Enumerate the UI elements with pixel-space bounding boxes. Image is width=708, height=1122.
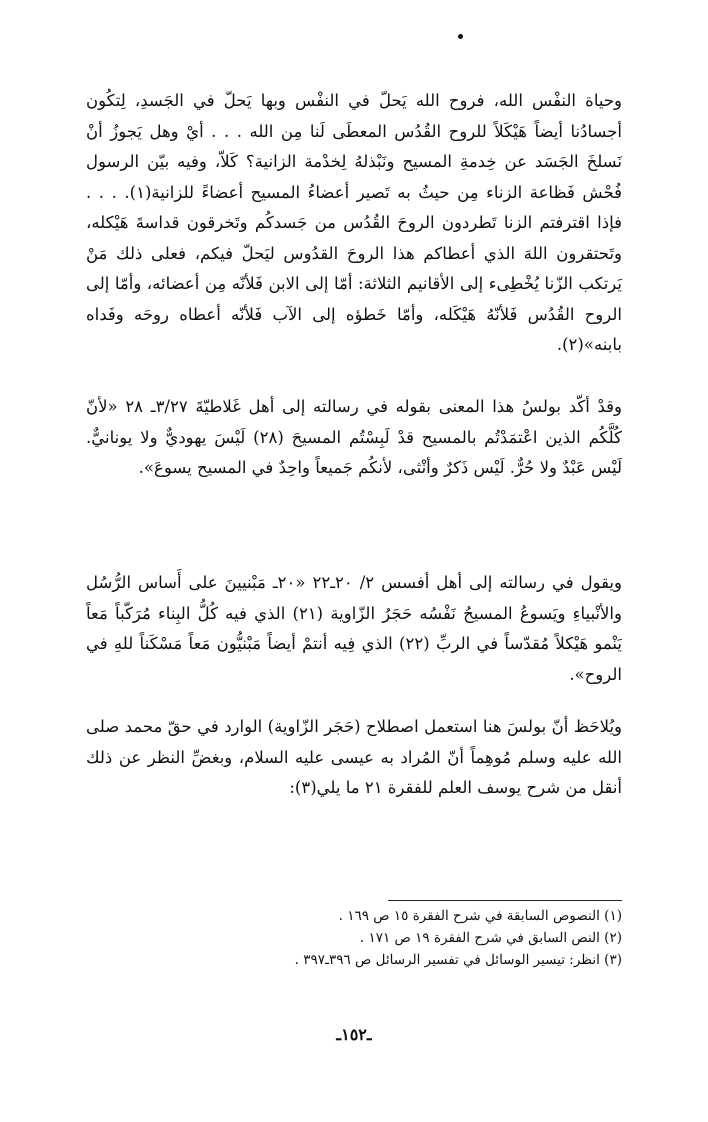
paragraph-2: وقدْ أكّد بولسُ هذا المعنى بقوله في رسالته إلى أهل غَلاطيّةَ ٣/٢٧ـ ٢٨ «لأنّ كُلَّكُم الذين اعْتمَدْتُم بالمسيح قدْ لَبِسْتُم المسيحَ (٢٨) لَيْسَ يهوديٌّ ولا يونانيٌّ. لَيْس عَبْدٌ ولا حُرٌّ. لَيْس ذَكرٌ وأنْثى، لأنكُم جَميعاً واحِدٌ في المسيح يسوعَ». [86, 397, 622, 477]
page-number: ـ١٥٢ـ [336, 1025, 372, 1044]
footnote-2: (٢) النص السابق في شرح الفقرة ١٩ ص ١٧١ . [359, 930, 622, 946]
header-dot [458, 34, 463, 39]
paragraph-4: ويُلاحَظ أنّ بولسَ هنا استعمل اصطلاح (حَجَر الزّاوية) الوارد في حقّ محمد صلى الله عليه وسلم مُوهِماً أنّ المُراد به عيسى عليه السلام، وبغضِّ النظر عن ذلك أنقل من شرح يوسف العلم للفقرة ٢١ ما يلي(٣): [86, 717, 622, 797]
footnote-1: (١) النصوص السابقة في شرح الفقرة ١٥ ص ١٦٩ . [338, 908, 622, 924]
footnote-divider [388, 900, 622, 901]
footnote-3: (٣) انظر: تيسير الوسائل في تفسير الرسائل ص ٣٩٦ـ٣٩٧ . [294, 952, 622, 968]
footnotes [86, 905, 622, 971]
paragraph-3: ويقول في رسالته إلى أهل أفسس ٢/ ٢٠ـ٢٢ «٢٠ـ مَبْنيينَ على أَساس الرُّسُل والأنْبياءِ ويَسوعُ المسيحُ نَفْسُه حَجَرُ الزّاوية (٢١) الذي فيه كُلُّ البِناء مُرَكّباً مَعاً يَنْمو هَيْكلاً مُقدّساً في الربِّ (٢٢) الذي فِيه أنتمْ أيضاً مَبْنيُّون مَعاً مَسْكَناً للهِ في الروح». [86, 573, 622, 684]
paragraph-1: وحياة النفْس الله، فروح الله يَحلّ في النفْس وبها يَحلّ في الجَسدِ، لِتكُون أجسادُنا أيضاً هَيْكَلاً للروح القُدُس المعطَى لَنا مِن الله . . . أيْ وهل يَجوزُ أنْ نَسلخَ الجَسَد عن خِدمةِ المسيح ونَبْذلهُ لِخدْمة الزانية؟ كَلاّ، وفيه بيّن الرسول فُحْش فَظاعة الزناء مِن حيثُ به تَصير أعضاءُ المسيح أعضاءً للزانية(١). . . . فإذا اقترفتم الزنا تَطردون الروحَ القُدُس من جَسدكُم وتَخرقون قداسةَ هَيْكله، وتَحتقرون اللهَ الذي أعطاكم هذا الروحَ القدُوس ليَحلّ فيكم، فعلى ذلك مَنْ يَرتكب الزّنا يُخْطِىء إلى الأقانيم الثلاثة: أمّا إلى الابن فَلأنّه مِن أعضائه، وأمّا إلى الروح القُدُس فَلأنّهُ هَيْكَله، وأمّا خَطؤه إلى الآب فَلأنّه أعطاه روحَه وفَداه بابنه»(٢). [86, 91, 622, 354]
